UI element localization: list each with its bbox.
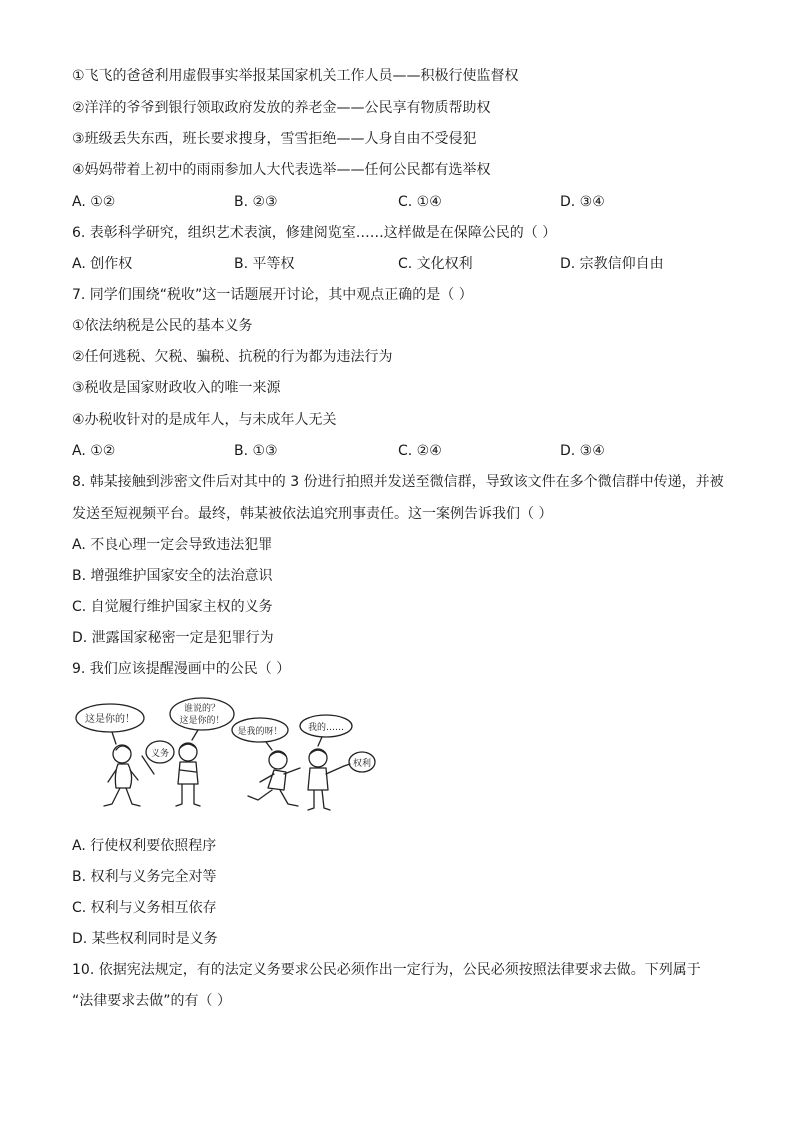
figure-4 [308, 749, 344, 810]
sign-duty [142, 741, 174, 774]
bubble-2-text-line-1: 谁说的？ [183, 704, 221, 714]
speech-bubble-1 [76, 704, 144, 744]
q9-option-c[interactable]: C. 权利与义务相互依存 [72, 900, 217, 916]
statement-4: ④妈妈带着上初中的雨雨参加人大代表选举——任何公民都有选举权 [72, 162, 491, 178]
rights-duties-cartoon [74, 696, 384, 820]
q6-option-b[interactable]: B. 平等权 [234, 256, 295, 272]
q5-option-c[interactable]: C. ①④ [398, 194, 442, 210]
bubble-1-text: 这是你的！ [85, 714, 135, 725]
q9-option-d[interactable]: D. 某些权利同时是义务 [72, 931, 218, 947]
question-10-line-1: 10. 依据宪法规定，有的法定义务要求公民必须作出一定行为，公民必须按照法律要求去做。下列属于 [72, 962, 701, 978]
q7-option-d[interactable]: D. ③④ [560, 443, 605, 459]
q6-option-a[interactable]: A. 创作权 [72, 256, 133, 272]
statement-2: ②洋洋的爷爷到银行领取政府发放的养老金——公民享有物质帮助权 [72, 100, 491, 116]
bubble-4-text: 我的…… [307, 723, 345, 733]
question-7: 7. 同学们围绕“税收”这一话题展开讨论，其中观点正确的是（ ） [72, 287, 473, 303]
q7-option-b[interactable]: B. ①③ [234, 443, 278, 459]
q5-option-a[interactable]: A. ①② [72, 194, 116, 210]
q5-option-b[interactable]: B. ②③ [234, 194, 278, 210]
q7-option-a[interactable]: A. ①② [72, 443, 116, 459]
bubble-3-text: 是我的呀！ [237, 727, 283, 737]
q6-option-d[interactable]: D. 宗教信仰自由 [560, 256, 664, 272]
statement-3: ③班级丢失东西，班长要求搜身，雪雪拒绝——人身自由不受侵犯 [72, 131, 477, 147]
q7-statement-2: ②任何逃税、欠税、骗税、抗税的行为都为违法行为 [72, 349, 393, 365]
statement-1: ①飞飞的爸爸利用虚假事实举报某国家机关工作人员——积极行使监督权 [72, 68, 519, 84]
q7-option-c[interactable]: C. ②④ [398, 443, 442, 459]
speech-bubble-2 [170, 698, 234, 740]
figure-2 [176, 743, 200, 806]
q8-option-b[interactable]: B. 增强维护国家安全的法治意识 [72, 568, 273, 584]
q5-option-d[interactable]: D. ③④ [560, 194, 605, 210]
speech-bubble-4 [300, 715, 352, 746]
q7-statement-4: ④办税收针对的是成年人，与未成年人无关 [72, 412, 337, 428]
speech-bubble-3 [232, 718, 288, 750]
q8-option-c[interactable]: C. 自觉履行维护国家主权的义务 [72, 599, 273, 615]
figure-1 [104, 745, 140, 806]
sign-rights [344, 752, 375, 772]
q6-option-c[interactable]: C. 文化权利 [398, 256, 473, 272]
q7-statement-3: ③税收是国家财政收入的唯一来源 [72, 380, 281, 396]
sign-duty-text: 义务 [150, 749, 170, 759]
q9-option-a[interactable]: A. 行使权利要依照程序 [72, 838, 217, 854]
question-10-line-2: “法律要求去做”的有（ ） [72, 993, 231, 1009]
sign-rights-text: 权利 [352, 759, 372, 769]
q8-option-d[interactable]: D. 泄露国家秘密一定是犯罪行为 [72, 630, 274, 646]
question-8-line-2: 发送至短视频平台。最终，韩某被依法追究刑事责任。这一案例告诉我们（ ） [72, 506, 553, 522]
figure-3 [248, 751, 300, 806]
question-9: 9. 我们应该提醒漫画中的公民（ ） [72, 661, 291, 677]
q7-statement-1: ①依法纳税是公民的基本义务 [72, 318, 253, 334]
bubble-2-text-line-2: 这是你的！ [179, 716, 225, 726]
q8-option-a[interactable]: A. 不良心理一定会导致违法犯罪 [72, 537, 273, 553]
question-6: 6. 表彰科学研究，组织艺术表演，修建阅览室……这样做是在保障公民的（ ） [72, 225, 557, 241]
q9-option-b[interactable]: B. 权利与义务完全对等 [72, 869, 217, 885]
question-8-line-1: 8. 韩某接触到涉密文件后对其中的 3 份进行拍照并发送至微信群，导致该文件在多个微信群中传递，并被 [72, 474, 724, 490]
